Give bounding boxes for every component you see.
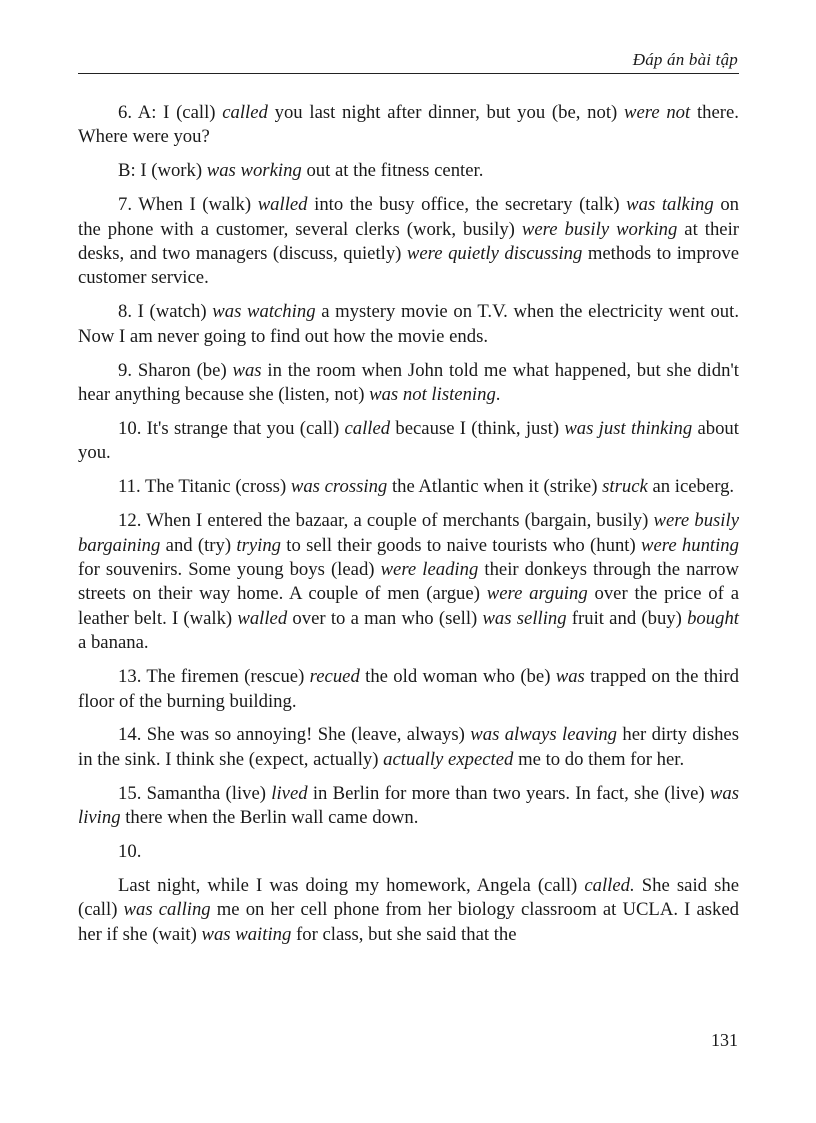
- question-text: me to do them for her.: [513, 748, 685, 770]
- answer-text: struck: [602, 476, 648, 498]
- answer-text: was talking: [626, 194, 714, 216]
- page-number: 131: [711, 1030, 738, 1050]
- exercise-paragraph: [78, 509, 739, 655]
- running-header-title: Đáp án bài tập: [632, 50, 738, 69]
- answer-text: was selling: [482, 607, 567, 629]
- question-text: the old woman who (be): [359, 666, 556, 688]
- answer-text: were busily bargaining: [78, 510, 739, 556]
- question-text: over to a man who (sell): [287, 607, 483, 629]
- answer-text: bought: [687, 607, 739, 629]
- answer-text: was living: [78, 782, 739, 829]
- question-text: there. Where were you?: [78, 102, 739, 148]
- question-text: methods to improve customer service.: [78, 243, 739, 289]
- question-text: into the busy office, the secretary (talk): [307, 194, 627, 216]
- question-text: their donkeys through the narrow streets on their way home. A couple of men (argue): [78, 559, 740, 605]
- answer-text: called.: [584, 874, 635, 896]
- question-text: 6. A: I (call): [118, 102, 223, 123]
- exercise-paragraph: [78, 840, 739, 864]
- answer-text: lived: [271, 782, 308, 804]
- answer-text: was: [232, 359, 262, 381]
- exercise-paragraph: [78, 159, 739, 183]
- question-text: you last night after dinner, but you (be, not): [267, 102, 624, 123]
- answer-text: walled: [257, 194, 308, 216]
- question-text: for souvenirs. Some young boys (lead): [78, 559, 381, 580]
- question-text: Last night, while I was doing my homework, Angela (call): [118, 874, 585, 896]
- answer-text: actually expected: [383, 748, 514, 770]
- question-text: in Berlin for more than two years. In fact, she (live): [307, 782, 710, 804]
- question-text: 15. Samantha (live): [118, 782, 272, 804]
- exercise-paragraph: [78, 665, 739, 714]
- exercise-paragraph: [78, 193, 739, 291]
- answer-text: called: [344, 417, 391, 439]
- question-text: 8. I (watch): [118, 301, 213, 323]
- answer-text: were arguing: [486, 583, 588, 605]
- question-text: and (try): [160, 534, 237, 556]
- question-text: a mystery movie on T.V. when the electricity went out. Now I am never going to find out how the movie ends.: [78, 301, 740, 347]
- header-divider: [78, 73, 739, 74]
- question-text: She said she (call): [78, 874, 739, 921]
- answer-text: called: [222, 102, 268, 123]
- answer-text: was always leaving: [470, 724, 618, 746]
- question-text: in the room when John told me what happened, but she didn't hear anything because she (listen, not): [78, 359, 739, 406]
- question-text: at their desks, and two managers (discuss, quietly): [78, 218, 740, 265]
- exercise-paragraph: [78, 723, 739, 772]
- question-text: trapped on the third floor of the burning building.: [78, 666, 739, 712]
- question-text: her dirty dishes in the sink. I think she (expect, actually): [78, 724, 740, 770]
- question-text: on the phone with a customer, several clerks (work, busily): [78, 194, 740, 240]
- exercise-paragraph: [78, 417, 739, 466]
- question-text: about you.: [78, 417, 739, 464]
- question-text: 10. It's strange that you (call): [118, 417, 345, 439]
- question-text: .: [495, 384, 501, 406]
- exercise-paragraph: [78, 101, 739, 150]
- answer-text: was not listening: [369, 384, 496, 406]
- question-text: there when the Berlin wall came down.: [120, 807, 419, 829]
- answer-text: were quietly discussing: [406, 243, 583, 265]
- answer-text: were hunting: [640, 534, 739, 556]
- answer-text: were not: [623, 102, 691, 123]
- exercise-paragraph: [78, 475, 739, 499]
- exercise-paragraph: [78, 782, 739, 831]
- question-text: fruit and (buy): [566, 607, 688, 629]
- question-text: 9. Sharon (be): [118, 359, 233, 381]
- question-text: a banana.: [78, 632, 149, 654]
- answer-text: was crossing: [290, 476, 388, 498]
- question-text: B: I (work): [118, 160, 207, 182]
- question-text: 13. The firemen (rescue): [118, 666, 310, 688]
- question-text: 14. She was so annoying! She (leave, always): [118, 724, 471, 746]
- question-text: because I (think, just): [390, 417, 565, 439]
- answer-text: recued: [309, 666, 360, 688]
- answer-text: trying: [236, 534, 282, 556]
- answer-text: was: [555, 666, 585, 688]
- answer-text: was waiting: [201, 923, 292, 945]
- question-text: 11. The Titanic (cross): [118, 476, 291, 498]
- question-text: 7. When I (walk): [118, 194, 258, 216]
- page-body: [78, 101, 739, 957]
- question-text: 10.: [118, 841, 142, 863]
- exercise-paragraph: [78, 300, 739, 349]
- answer-text: was working: [206, 160, 302, 182]
- question-text: out at the fitness center.: [301, 160, 484, 182]
- question-text: me on her cell phone from her biology classroom at UCLA. I asked her if she (wait): [78, 899, 740, 945]
- exercise-paragraph: [78, 359, 739, 408]
- question-text: an iceberg.: [647, 476, 735, 498]
- question-text: over the price of a leather belt. I (walk): [78, 583, 739, 629]
- question-text: the Atlantic when it (strike): [387, 476, 603, 498]
- exercise-paragraph: [78, 874, 739, 947]
- question-text: to sell their goods to naive tourists who (hunt): [281, 534, 641, 556]
- answer-text: was watching: [212, 301, 316, 323]
- question-text: 12. When I entered the bazaar, a couple of merchants (bargain, busily): [118, 510, 654, 532]
- answer-text: walled: [237, 607, 288, 629]
- answer-text: were leading: [380, 559, 479, 580]
- answer-text: was just thinking: [564, 417, 693, 439]
- answer-text: were busily working: [521, 218, 678, 240]
- question-text: for class, but she said that the: [291, 923, 517, 945]
- answer-text: was calling: [123, 899, 211, 921]
